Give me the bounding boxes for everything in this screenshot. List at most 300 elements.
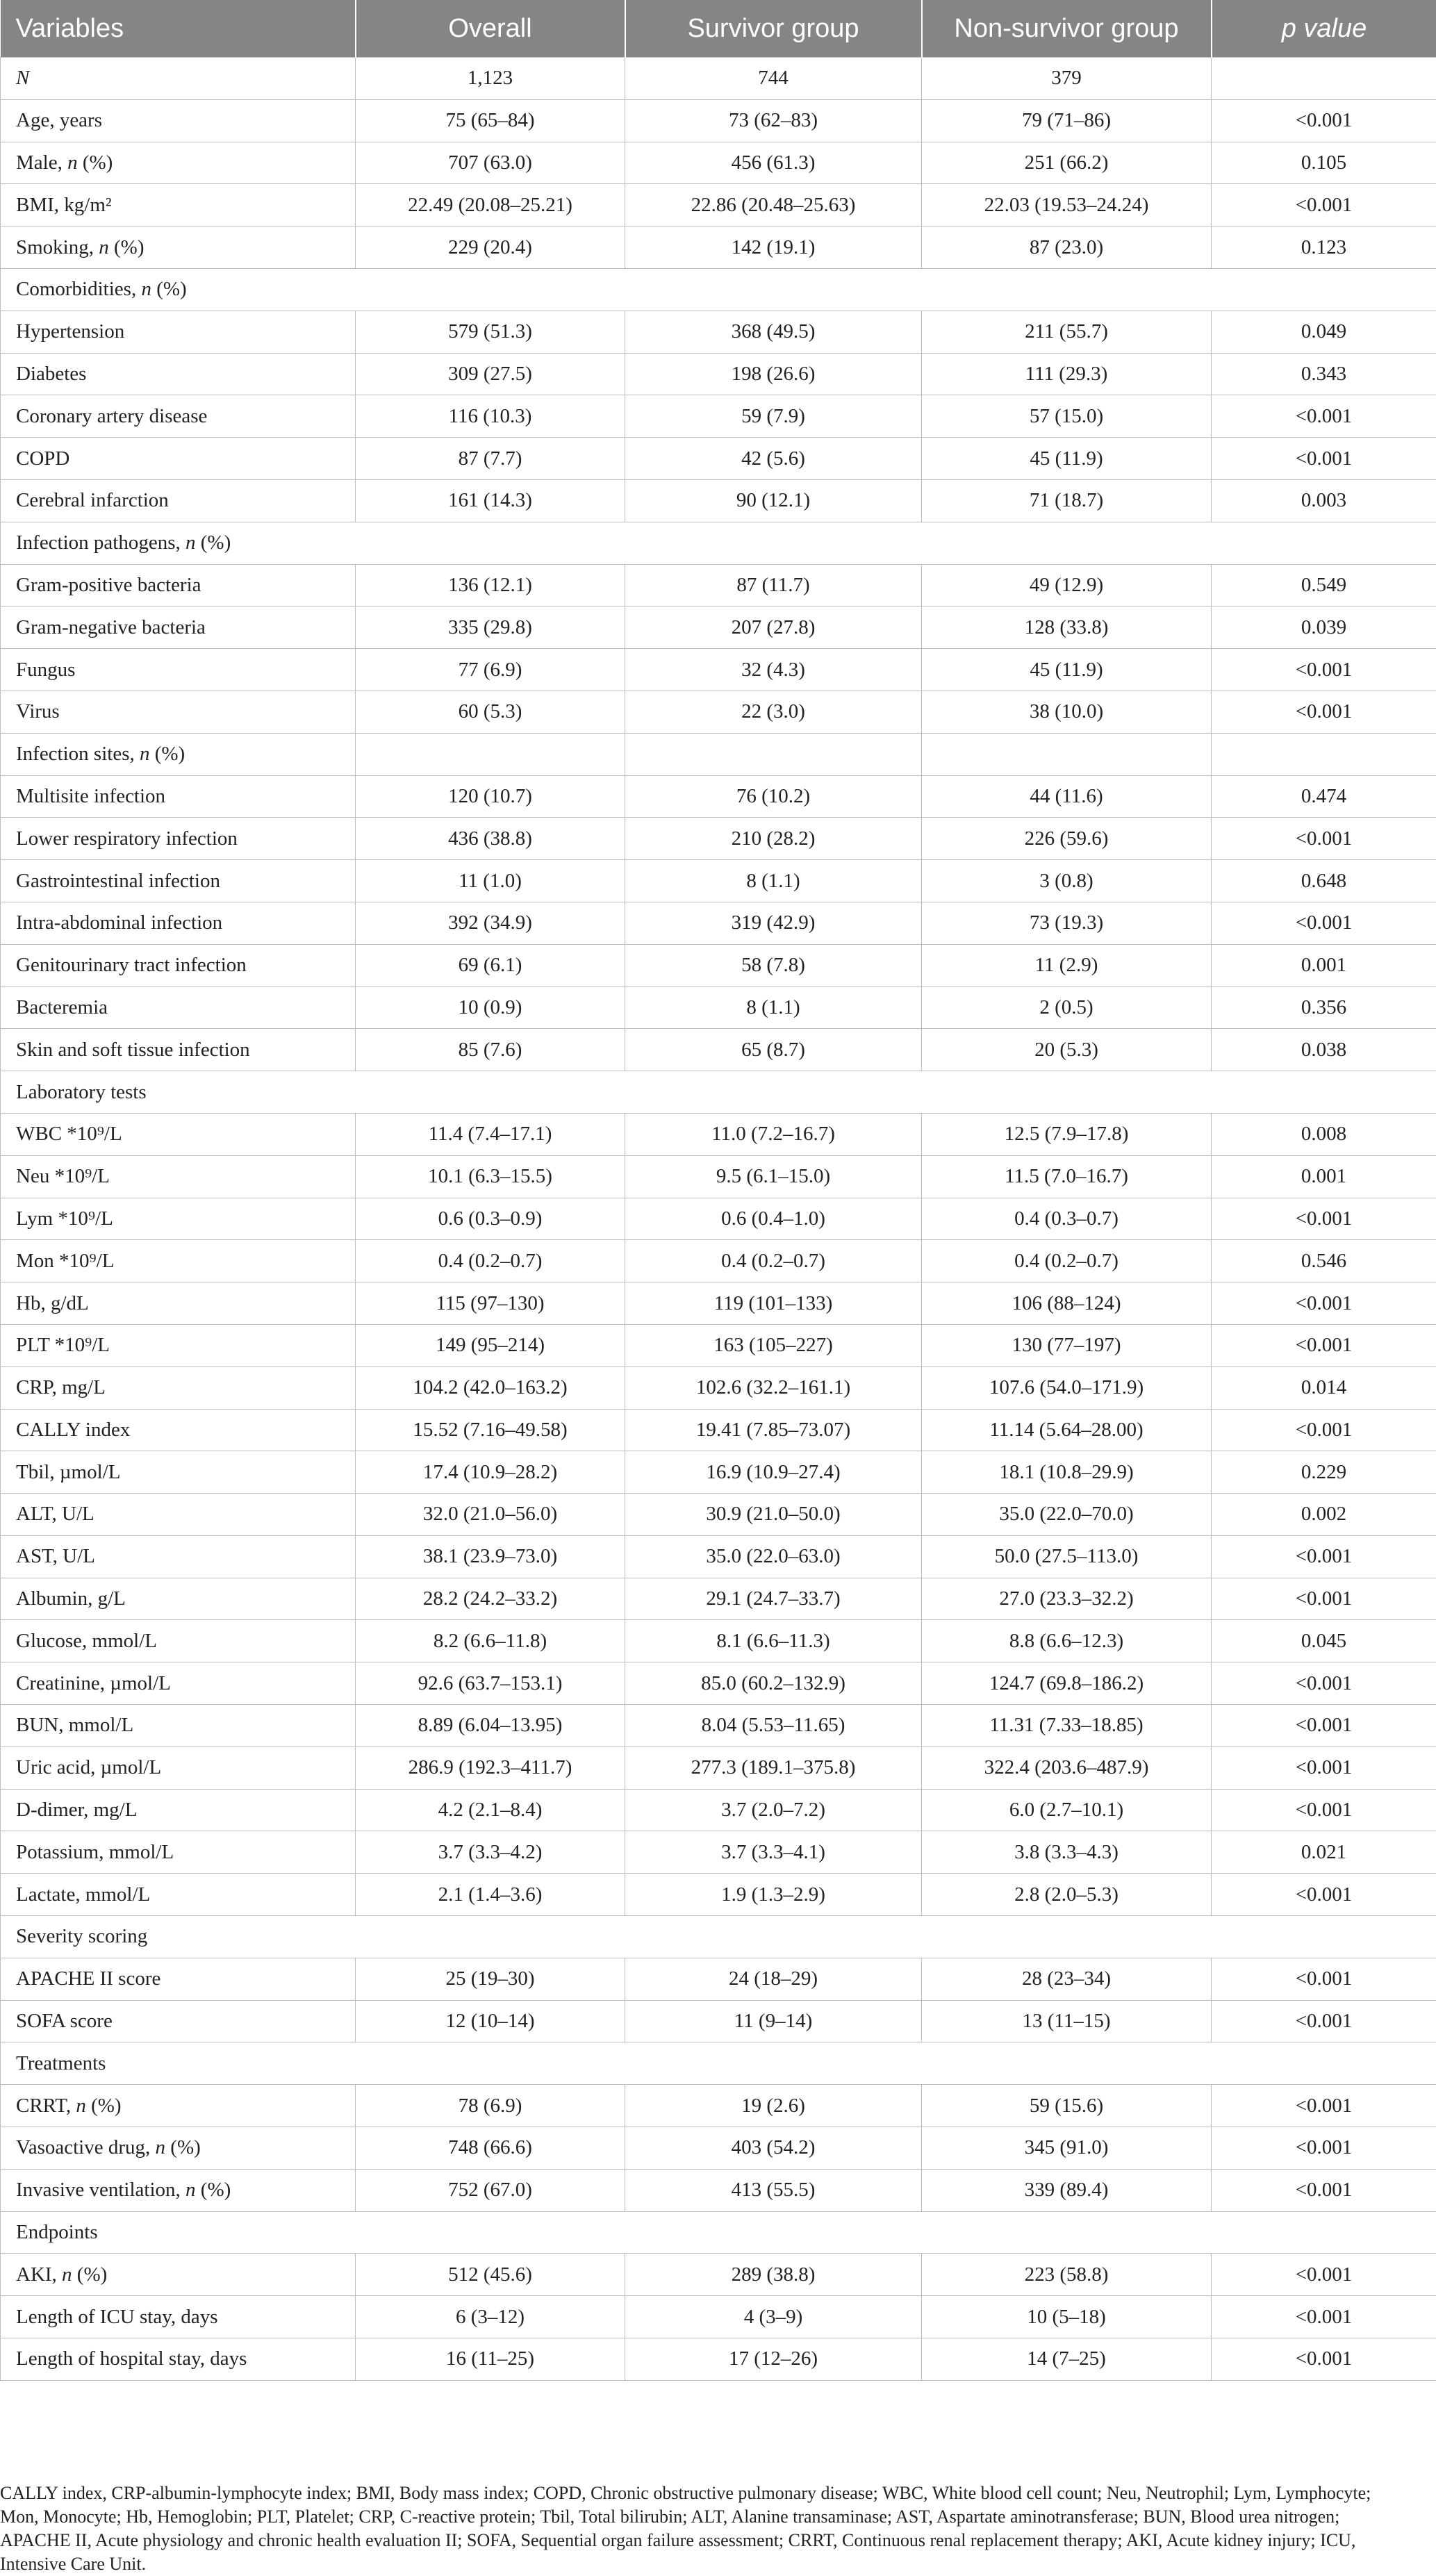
cell-survivor: 0.6 (0.4–1.0) (625, 1198, 922, 1240)
table-row (1, 99, 1436, 142)
cell-survivor: 35.0 (22.0–63.0) (625, 1535, 922, 1578)
table-row (1, 691, 1436, 733)
cell-overall: 120 (10.7) (356, 775, 625, 818)
cell-non-survivor: 339 (89.4) (922, 2169, 1212, 2211)
section-row (1, 268, 1436, 311)
row-label: Creatinine, µmol/L (1, 1662, 356, 1705)
table-row (1, 395, 1436, 438)
cell-p-value: 0.356 (1212, 986, 1436, 1029)
table-row (1, 2127, 1436, 2170)
row-label: Lactate, mmol/L (1, 1874, 356, 1916)
row-label: Age, years (1, 99, 356, 142)
cell-non-survivor: 211 (55.7) (922, 311, 1212, 353)
cell-p-value (1212, 58, 1436, 100)
cell-p-value: 0.039 (1212, 606, 1436, 649)
cell-p-value: <0.001 (1212, 2296, 1436, 2338)
cell-non-survivor: 0.4 (0.3–0.7) (922, 1198, 1212, 1240)
cell-overall: 116 (10.3) (356, 395, 625, 438)
cell-overall: 78 (6.9) (356, 2085, 625, 2127)
cell-p-value: 0.549 (1212, 564, 1436, 606)
table-row (1, 1662, 1436, 1705)
section-row (1, 1916, 1436, 1958)
cell-p-value: 0.003 (1212, 479, 1436, 522)
cell-survivor: 3.7 (3.3–4.1) (625, 1831, 922, 1874)
cell-survivor: 9.5 (6.1–15.0) (625, 1155, 922, 1198)
cell-survivor: 0.4 (0.2–0.7) (625, 1240, 922, 1282)
row-label: Virus (1, 691, 356, 733)
cell-p-value: <0.001 (1212, 818, 1436, 860)
cell-non-survivor: 128 (33.8) (922, 606, 1212, 649)
row-label: Mon *10⁹/L (1, 1240, 356, 1282)
cell-overall: 161 (14.3) (356, 479, 625, 522)
cell-p-value: 0.229 (1212, 1451, 1436, 1494)
cell-non-survivor: 59 (15.6) (922, 2085, 1212, 2127)
cell-survivor: 1.9 (1.3–2.9) (625, 1874, 922, 1916)
cell-non-survivor: 28 (23–34) (922, 1958, 1212, 2000)
cell-survivor: 3.7 (2.0–7.2) (625, 1789, 922, 1831)
cell-non-survivor: 10 (5–18) (922, 2296, 1212, 2338)
row-label: Potassium, mmol/L (1, 1831, 356, 1874)
table-row (1, 2000, 1436, 2042)
cell-non-survivor: 50.0 (27.5–113.0) (922, 1535, 1212, 1578)
cell-non-survivor: 11.5 (7.0–16.7) (922, 1155, 1212, 1198)
section-row (1, 1071, 1436, 1114)
row-label: Lym *10⁹/L (1, 1198, 356, 1240)
cell-overall: 707 (63.0) (356, 142, 625, 184)
header-p-value (1212, 0, 1436, 58)
cell-overall: 436 (38.8) (356, 818, 625, 860)
row-label: Tbil, µmol/L (1, 1451, 356, 1494)
row-label: Diabetes (1, 353, 356, 395)
cell-overall: 512 (45.6) (356, 2254, 625, 2296)
cell-overall: 15.52 (7.16–49.58) (356, 1409, 625, 1451)
row-label: Hb, g/dL (1, 1282, 356, 1325)
cell-survivor: 73 (62–83) (625, 99, 922, 142)
table-row (1, 1324, 1436, 1367)
cell-survivor: 198 (26.6) (625, 353, 922, 395)
row-label: Genitourinary tract infection (1, 944, 356, 986)
cell-non-survivor: 57 (15.0) (922, 395, 1212, 438)
cell-non-survivor: 107.6 (54.0–171.9) (922, 1367, 1212, 1409)
section-row (1, 522, 1436, 564)
cell-survivor: 368 (49.5) (625, 311, 922, 353)
cell-non-survivor: 226 (59.6) (922, 818, 1212, 860)
row-label: CALLY index (1, 1409, 356, 1451)
row-label: Uric acid, µmol/L (1, 1747, 356, 1789)
cell-non-survivor: 322.4 (203.6–487.9) (922, 1747, 1212, 1789)
cell-p-value: 0.049 (1212, 311, 1436, 353)
cell-non-survivor: 106 (88–124) (922, 1282, 1212, 1325)
row-label: WBC *10⁹/L (1, 1113, 356, 1155)
cell-survivor: 210 (28.2) (625, 818, 922, 860)
cell-overall: 11 (1.0) (356, 860, 625, 902)
table-row (1, 1620, 1436, 1662)
row-label: CRRT, n (%) (1, 2085, 356, 2127)
cell-survivor: 58 (7.8) (625, 944, 922, 986)
cell-survivor: 142 (19.1) (625, 226, 922, 269)
cell-non-survivor: 379 (922, 58, 1212, 100)
row-label: BMI, kg/m² (1, 184, 356, 226)
cell-p-value: <0.001 (1212, 1578, 1436, 1620)
table-row (1, 606, 1436, 649)
cell-non-survivor: 2.8 (2.0–5.3) (922, 1874, 1212, 1916)
cell-non-survivor (922, 733, 1212, 775)
cell-overall: 75 (65–84) (356, 99, 625, 142)
row-label: Length of ICU stay, days (1, 2296, 356, 2338)
cell-p-value: <0.001 (1212, 1705, 1436, 1747)
cell-non-survivor: 22.03 (19.53–24.24) (922, 184, 1212, 226)
table-row (1, 1705, 1436, 1747)
cell-p-value: 0.021 (1212, 1831, 1436, 1874)
header-p-value-text: p value (1282, 14, 1367, 43)
cell-p-value: <0.001 (1212, 691, 1436, 733)
cell-overall (356, 733, 625, 775)
table-row (1, 818, 1436, 860)
cell-non-survivor: 8.8 (6.6–12.3) (922, 1620, 1212, 1662)
cell-non-survivor: 27.0 (23.3–32.2) (922, 1578, 1212, 1620)
row-label: Gram-negative bacteria (1, 606, 356, 649)
table-row (1, 1874, 1436, 1916)
cell-non-survivor: 0.4 (0.2–0.7) (922, 1240, 1212, 1282)
cell-non-survivor: 20 (5.3) (922, 1029, 1212, 1071)
table-row (1, 902, 1436, 944)
cell-survivor: 17 (12–26) (625, 2338, 922, 2381)
footnote-line: Intensive Care Unit. (0, 2552, 1431, 2576)
cell-overall: 309 (27.5) (356, 353, 625, 395)
cell-non-survivor: 3.8 (3.3–4.3) (922, 1831, 1212, 1874)
cell-overall: 28.2 (24.2–33.2) (356, 1578, 625, 1620)
table-row (1, 1198, 1436, 1240)
cell-overall: 8.89 (6.04–13.95) (356, 1705, 625, 1747)
cell-overall: 69 (6.1) (356, 944, 625, 986)
cell-survivor: 744 (625, 58, 922, 100)
cell-non-survivor: 18.1 (10.8–29.9) (922, 1451, 1212, 1494)
cell-survivor: 4 (3–9) (625, 2296, 922, 2338)
table-row (1, 1282, 1436, 1325)
cell-overall: 12 (10–14) (356, 2000, 625, 2042)
cell-overall: 25 (19–30) (356, 1958, 625, 2000)
table-header-row (1, 0, 1436, 58)
table-row (1, 142, 1436, 184)
cell-p-value: 0.001 (1212, 1155, 1436, 1198)
cell-non-survivor: 45 (11.9) (922, 649, 1212, 691)
cell-non-survivor: 6.0 (2.7–10.1) (922, 1789, 1212, 1831)
row-label: Glucose, mmol/L (1, 1620, 356, 1662)
header-non-survivor: Non-survivor group (922, 0, 1212, 58)
cell-overall: 335 (29.8) (356, 606, 625, 649)
cell-non-survivor: 71 (18.7) (922, 479, 1212, 522)
cell-p-value: <0.001 (1212, 902, 1436, 944)
cell-overall: 17.4 (10.9–28.2) (356, 1451, 625, 1494)
cell-p-value: 0.002 (1212, 1494, 1436, 1536)
cell-survivor: 22.86 (20.48–25.63) (625, 184, 922, 226)
cell-survivor: 119 (101–133) (625, 1282, 922, 1325)
cell-survivor: 8.04 (5.53–11.65) (625, 1705, 922, 1747)
cell-overall: 136 (12.1) (356, 564, 625, 606)
table-row (1, 58, 1436, 100)
table-row (1, 2254, 1436, 2296)
cell-survivor: 8.1 (6.6–11.3) (625, 1620, 922, 1662)
table-row (1, 775, 1436, 818)
row-label: Gram-positive bacteria (1, 564, 356, 606)
cell-p-value: 0.001 (1212, 944, 1436, 986)
cell-non-survivor: 345 (91.0) (922, 2127, 1212, 2170)
cell-survivor: 85.0 (60.2–132.9) (625, 1662, 922, 1705)
cell-overall: 38.1 (23.9–73.0) (356, 1535, 625, 1578)
row-label: BUN, mmol/L (1, 1705, 356, 1747)
cell-overall: 229 (20.4) (356, 226, 625, 269)
row-label: Neu *10⁹/L (1, 1155, 356, 1198)
row-label: N (1, 58, 356, 100)
row-label: Skin and soft tissue infection (1, 1029, 356, 1071)
cell-p-value: 0.648 (1212, 860, 1436, 902)
cell-overall: 748 (66.6) (356, 2127, 625, 2170)
cell-survivor: 29.1 (24.7–33.7) (625, 1578, 922, 1620)
row-label: AST, U/L (1, 1535, 356, 1578)
cell-overall: 0.6 (0.3–0.9) (356, 1198, 625, 1240)
cell-survivor: 319 (42.9) (625, 902, 922, 944)
table-row (1, 1958, 1436, 2000)
row-label: Cerebral infarction (1, 479, 356, 522)
table-row (1, 226, 1436, 269)
table-row (1, 1451, 1436, 1494)
cell-non-survivor: 2 (0.5) (922, 986, 1212, 1029)
cell-survivor: 32 (4.3) (625, 649, 922, 691)
cell-p-value: <0.001 (1212, 1958, 1436, 2000)
footnote-line: CALLY index, CRP-albumin-lymphocyte index; BMI, Body mass index; COPD, Chronic obstructive pulmonary disease; WBC, White blood cell count; Neu, Neutrophil; Lym, Lymphocyte; (0, 2482, 1431, 2505)
cell-non-survivor: 124.7 (69.8–186.2) (922, 1662, 1212, 1705)
cell-p-value: 0.343 (1212, 353, 1436, 395)
cell-non-survivor: 38 (10.0) (922, 691, 1212, 733)
cell-survivor: 87 (11.7) (625, 564, 922, 606)
table-row (1, 1789, 1436, 1831)
footnote-line: APACHE II, Acute physiology and chronic health evaluation II; SOFA, Sequential organ failure assessment; CRRT, Continuous renal replacement therapy; AKI, Acute kidney injury; ICU, (0, 2529, 1431, 2552)
cell-p-value: <0.001 (1212, 438, 1436, 480)
cell-survivor: 8 (1.1) (625, 860, 922, 902)
cell-overall: 3.7 (3.3–4.2) (356, 1831, 625, 1874)
cell-survivor: 277.3 (189.1–375.8) (625, 1747, 922, 1789)
cell-survivor: 30.9 (21.0–50.0) (625, 1494, 922, 1536)
cell-non-survivor: 35.0 (22.0–70.0) (922, 1494, 1212, 1536)
cell-p-value (1212, 733, 1436, 775)
cell-non-survivor: 13 (11–15) (922, 2000, 1212, 2042)
cell-overall: 1,123 (356, 58, 625, 100)
section-label: Comorbidities, n (%) (1, 268, 1436, 311)
row-label: Albumin, g/L (1, 1578, 356, 1620)
cell-non-survivor: 14 (7–25) (922, 2338, 1212, 2381)
section-label: Endpoints (1, 2211, 1436, 2254)
cell-p-value: <0.001 (1212, 395, 1436, 438)
cell-p-value: 0.474 (1212, 775, 1436, 818)
table-row (1, 1831, 1436, 1874)
cell-overall: 579 (51.3) (356, 311, 625, 353)
cell-non-survivor: 44 (11.6) (922, 775, 1212, 818)
cell-p-value: <0.001 (1212, 1874, 1436, 1916)
cell-survivor: 22 (3.0) (625, 691, 922, 733)
section-label: Laboratory tests (1, 1071, 1436, 1114)
cell-overall: 22.49 (20.08–25.21) (356, 184, 625, 226)
cell-non-survivor: 79 (71–86) (922, 99, 1212, 142)
table-row (1, 353, 1436, 395)
cell-p-value: <0.001 (1212, 1198, 1436, 1240)
cell-survivor: 16.9 (10.9–27.4) (625, 1451, 922, 1494)
cell-survivor: 90 (12.1) (625, 479, 922, 522)
cell-non-survivor: 45 (11.9) (922, 438, 1212, 480)
cell-survivor: 24 (18–29) (625, 1958, 922, 2000)
row-label: AKI, n (%) (1, 2254, 356, 2296)
cell-p-value: <0.001 (1212, 1747, 1436, 1789)
table-body (1, 58, 1436, 2381)
table-row (1, 2085, 1436, 2127)
cell-overall: 32.0 (21.0–56.0) (356, 1494, 625, 1536)
row-label: ALT, U/L (1, 1494, 356, 1536)
cell-p-value: <0.001 (1212, 1535, 1436, 1578)
cell-non-survivor: 12.5 (7.9–17.8) (922, 1113, 1212, 1155)
row-label: Hypertension (1, 311, 356, 353)
table-row (1, 479, 1436, 522)
row-label: Length of hospital stay, days (1, 2338, 356, 2381)
cell-p-value: <0.001 (1212, 1662, 1436, 1705)
cell-p-value: <0.001 (1212, 2254, 1436, 2296)
cell-overall: 4.2 (2.1–8.4) (356, 1789, 625, 1831)
cell-overall: 85 (7.6) (356, 1029, 625, 1071)
row-label: D-dimer, mg/L (1, 1789, 356, 1831)
row-label: Vasoactive drug, n (%) (1, 2127, 356, 2170)
row-label: Male, n (%) (1, 142, 356, 184)
cell-survivor: 65 (8.7) (625, 1029, 922, 1071)
cell-overall: 115 (97–130) (356, 1282, 625, 1325)
cell-overall: 286.9 (192.3–411.7) (356, 1747, 625, 1789)
cell-overall: 6 (3–12) (356, 2296, 625, 2338)
table-row (1, 1367, 1436, 1409)
cell-non-survivor: 11 (2.9) (922, 944, 1212, 986)
table-row (1, 1240, 1436, 1282)
cell-overall: 60 (5.3) (356, 691, 625, 733)
table-row (1, 1155, 1436, 1198)
cell-p-value: 0.546 (1212, 1240, 1436, 1282)
cell-p-value: <0.001 (1212, 2000, 1436, 2042)
cell-survivor (625, 733, 922, 775)
table-row (1, 944, 1436, 986)
cell-p-value: 0.014 (1212, 1367, 1436, 1409)
cell-overall: 0.4 (0.2–0.7) (356, 1240, 625, 1282)
cell-survivor: 42 (5.6) (625, 438, 922, 480)
cell-p-value: <0.001 (1212, 1282, 1436, 1325)
table-row (1, 564, 1436, 606)
row-label: Invasive ventilation, n (%) (1, 2169, 356, 2211)
cell-p-value: <0.001 (1212, 2338, 1436, 2381)
row-label: Lower respiratory infection (1, 818, 356, 860)
cell-p-value: <0.001 (1212, 649, 1436, 691)
table-row (1, 1113, 1436, 1155)
cell-survivor: 289 (38.8) (625, 2254, 922, 2296)
cell-p-value: 0.105 (1212, 142, 1436, 184)
row-label: SOFA score (1, 2000, 356, 2042)
table-row (1, 860, 1436, 902)
row-label: COPD (1, 438, 356, 480)
cell-survivor: 456 (61.3) (625, 142, 922, 184)
cell-p-value: <0.001 (1212, 1409, 1436, 1451)
row-label: Intra-abdominal infection (1, 902, 356, 944)
cell-p-value: 0.038 (1212, 1029, 1436, 1071)
cell-survivor: 19.41 (7.85–73.07) (625, 1409, 922, 1451)
section-row (1, 2042, 1436, 2085)
header-variables: Variables (1, 0, 356, 58)
cell-survivor: 8 (1.1) (625, 986, 922, 1029)
row-label: Coronary artery disease (1, 395, 356, 438)
table-row (1, 1494, 1436, 1536)
table-row (1, 1535, 1436, 1578)
cell-survivor: 207 (27.8) (625, 606, 922, 649)
cell-overall: 149 (95–214) (356, 1324, 625, 1367)
cell-overall: 392 (34.9) (356, 902, 625, 944)
cell-p-value: <0.001 (1212, 184, 1436, 226)
cell-non-survivor: 223 (58.8) (922, 2254, 1212, 2296)
cell-overall: 104.2 (42.0–163.2) (356, 1367, 625, 1409)
table-footnote (0, 2482, 1431, 2576)
cell-overall: 8.2 (6.6–11.8) (356, 1620, 625, 1662)
cell-p-value: <0.001 (1212, 2127, 1436, 2170)
cell-survivor: 11.0 (7.2–16.7) (625, 1113, 922, 1155)
cell-overall: 16 (11–25) (356, 2338, 625, 2381)
row-label: Fungus (1, 649, 356, 691)
footnote-line: Mon, Monocyte; Hb, Hemoglobin; PLT, Platelet; CRP, C-reactive protein; Tbil, Total bilirubin; ALT, Alanine transaminase; AST, Aspartate aminotransferase; BUN, Blood urea nitrogen; (0, 2505, 1431, 2529)
cell-survivor: 11 (9–14) (625, 2000, 922, 2042)
table-row (1, 311, 1436, 353)
cell-non-survivor: 3 (0.8) (922, 860, 1212, 902)
cell-non-survivor: 49 (12.9) (922, 564, 1212, 606)
table-row (1, 438, 1436, 480)
row-label: Infection sites, n (%) (1, 733, 356, 775)
cell-overall: 77 (6.9) (356, 649, 625, 691)
cell-survivor: 403 (54.2) (625, 2127, 922, 2170)
table-row (1, 184, 1436, 226)
cell-p-value: <0.001 (1212, 1789, 1436, 1831)
header-survivor: Survivor group (625, 0, 922, 58)
cell-survivor: 59 (7.9) (625, 395, 922, 438)
cell-overall: 92.6 (63.7–153.1) (356, 1662, 625, 1705)
table-row (1, 2296, 1436, 2338)
cell-non-survivor: 111 (29.3) (922, 353, 1212, 395)
cell-non-survivor: 11.31 (7.33–18.85) (922, 1705, 1212, 1747)
cell-overall: 2.1 (1.4–3.6) (356, 1874, 625, 1916)
row-label: Bacteremia (1, 986, 356, 1029)
cell-overall: 10 (0.9) (356, 986, 625, 1029)
table-row (1, 649, 1436, 691)
cell-p-value: 0.008 (1212, 1113, 1436, 1155)
table-row (1, 733, 1436, 775)
row-label: PLT *10⁹/L (1, 1324, 356, 1367)
section-label: Treatments (1, 2042, 1436, 2085)
cell-overall: 752 (67.0) (356, 2169, 625, 2211)
cell-p-value: 0.123 (1212, 226, 1436, 269)
header-overall: Overall (356, 0, 625, 58)
section-label: Severity scoring (1, 1916, 1436, 1958)
row-label: CRP, mg/L (1, 1367, 356, 1409)
cell-non-survivor: 11.14 (5.64–28.00) (922, 1409, 1212, 1451)
cell-p-value: <0.001 (1212, 2169, 1436, 2211)
table-row (1, 1029, 1436, 1071)
cell-p-value: <0.001 (1212, 2085, 1436, 2127)
cell-survivor: 163 (105–227) (625, 1324, 922, 1367)
row-label: APACHE II score (1, 1958, 356, 2000)
cell-survivor: 19 (2.6) (625, 2085, 922, 2127)
row-label: Multisite infection (1, 775, 356, 818)
table-row (1, 1409, 1436, 1451)
cell-p-value: <0.001 (1212, 99, 1436, 142)
row-label: Gastrointestinal infection (1, 860, 356, 902)
cell-non-survivor: 251 (66.2) (922, 142, 1212, 184)
